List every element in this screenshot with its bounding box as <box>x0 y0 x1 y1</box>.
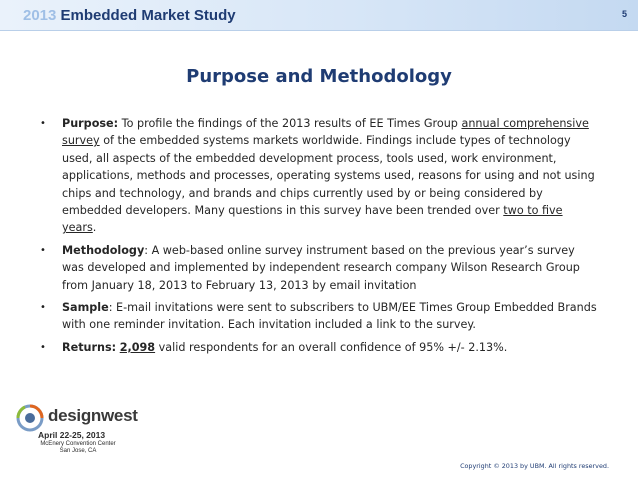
bullet-purpose <box>40 115 600 237</box>
designwest-mark-icon <box>16 404 44 432</box>
methodology-text: : A web-based online survey instrument based on the previous year’s survey was developed and implemented by independent research company Wilson Research Group from January 18, 2013 to February 13, 2013 by email invitation <box>62 243 580 292</box>
purpose-text-3: . <box>92 221 97 235</box>
report-title <box>23 7 236 24</box>
report-year: 2013 <box>23 7 57 24</box>
annual-survey-link[interactable]: annual comprehensive survey <box>62 117 589 148</box>
bullet-methodology <box>40 242 600 294</box>
purpose-text-1: To profile the findings of the 2013 results of EE Times Group <box>118 117 462 130</box>
purpose-label: Purpose: <box>62 117 119 130</box>
trend-years-link[interactable]: two to five years <box>62 204 563 235</box>
copyright-notice: Copyright © 2013 by UBM. All rights reserved. <box>460 462 609 470</box>
bullet-icon: • <box>40 302 46 314</box>
bullet-icon: • <box>40 244 46 256</box>
event-venue <box>38 441 118 455</box>
bullet-list <box>40 115 600 361</box>
sample-label: Sample <box>62 301 109 315</box>
purpose-text-2: of the embedded systems markets worldwide. Findings include types of technology used, all aspects of the embedded development process, tools used, work environment, applications, methods and processes, operating systems used, reasons for using and not using chips and technology, and brands and chips currently used by or being considered by embedded developers. Many questions in this survey have been trended over <box>62 134 595 218</box>
logo-wordmark: designwest <box>48 406 138 425</box>
report-title-text: Embedded Market Study <box>56 7 236 24</box>
header-bar <box>0 0 638 31</box>
bullet-returns <box>40 339 600 356</box>
venue-line-1: McEnery Convention Center <box>40 441 116 447</box>
returns-text: valid respondents for an overall confidence of 95% +/- 2.13%. <box>155 340 508 354</box>
designwest-logo <box>12 402 148 468</box>
sample-text: : E-mail invitations were sent to subscribers to UBM/EE Times Group Embedded Brands with one reminder invitation. Each invitation included a link to the survey. <box>62 301 597 332</box>
bullet-icon: • <box>40 341 46 353</box>
methodology-label: Methodology <box>62 243 145 257</box>
page-number: 5 <box>621 9 627 19</box>
bullet-sample <box>40 299 600 334</box>
returns-value: 2,098 <box>119 340 156 354</box>
bullet-icon: • <box>40 118 46 129</box>
returns-label: Returns: <box>62 340 117 354</box>
venue-line-2: San Jose, CA <box>59 448 97 454</box>
slide-title: Purpose and Methodology <box>186 66 452 87</box>
event-dates: April 22-25, 2013 <box>38 430 106 440</box>
